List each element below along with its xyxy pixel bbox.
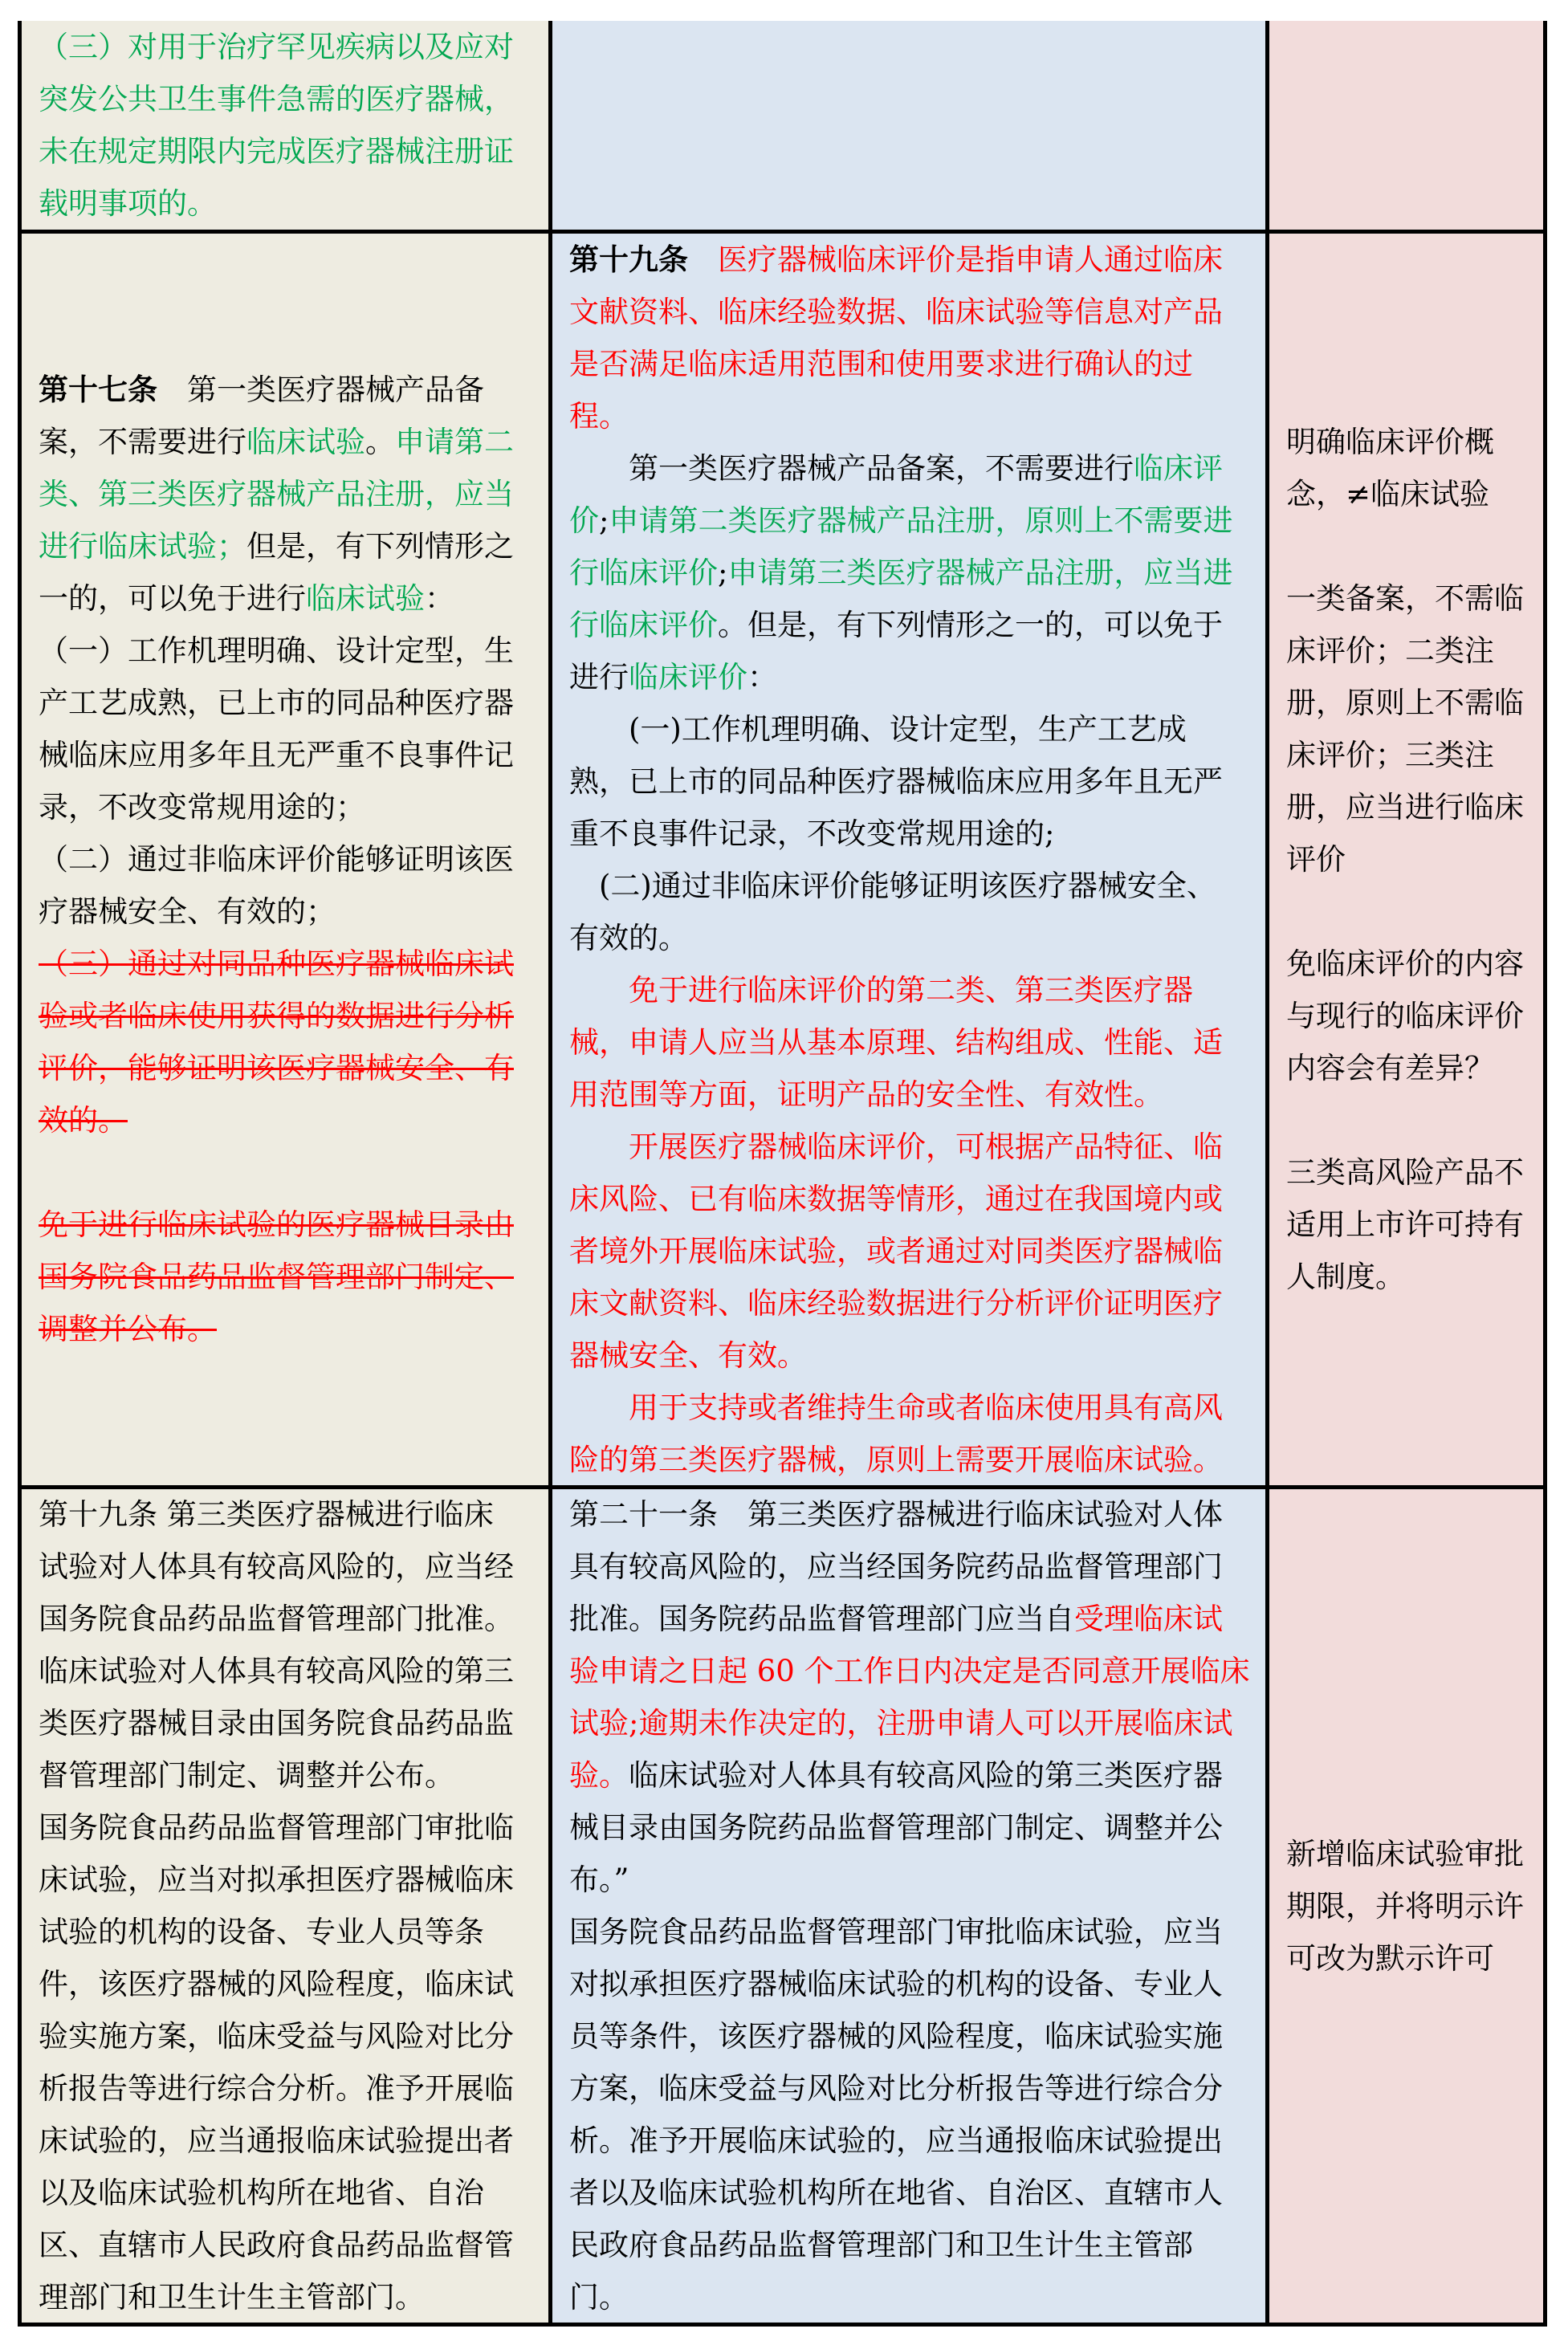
text-segment: 国务院食品药品监督管理部门审批临床试验，应当 [569,1915,1223,1949]
text-segment: 床风险、已有临床数据等情形，通过在我国境内或 [569,1181,1223,1216]
text-line [39,2167,548,2219]
text-segment: （三）对用于治疗罕见疾病以及应对 [39,30,514,64]
text-segment: (一)工作机理明确、设计定型，生产工艺成 [569,711,1187,747]
text-segment: 试验的机构的设备、专业人员等条 [39,1915,484,1949]
text-segment: ; [599,503,609,538]
text-line [569,1434,1265,1486]
text-segment: 第一类医疗器械产品备案，不需要进行 [569,450,1134,486]
text-line [39,125,548,177]
text-segment: 行临床评价 [569,607,718,642]
text-line [39,21,548,73]
text-segment: 录，不改变常规用途的； [39,790,365,824]
cell-revised-text [552,234,1265,1485]
text-segment: 开展医疗器械临床评价，可根据产品特征、临 [569,1129,1223,1164]
text-segment: 险的第三类医疗器械，原则上需要开展临床试验。 [569,1442,1223,1477]
text-segment: 类医疗器械目录由国务院食品药品监 [39,1706,514,1740]
text-segment: 册，原则上不需临 [1286,686,1524,720]
text-segment: 床评价；三类注 [1286,738,1494,772]
text-line [569,755,1265,808]
text-segment: 械目录由国务院药品监督管理部门制定、调整并公 [569,1810,1223,1845]
text-line [1286,1828,1543,1880]
deleted-text-line [39,1251,548,1303]
text-segment: 医疗器械临床评价是指申请人通过临床 [718,242,1223,277]
text-segment: 临床试验对人体具有较高风险的第三 [39,1654,514,1688]
text-segment: 国务院食品药品监督管理部门批准。 [39,1602,514,1636]
text-segment: 以及临床试验机构所在地省、自治 [39,2176,484,2210]
text-line [569,2062,1265,2115]
text-segment: 行临床评价 [569,555,718,590]
text-segment: 第一类医疗器械产品备 [157,373,484,407]
deleted-text-segment: 效的。 [39,1103,128,1138]
text-segment: 一类备案，不需临 [1286,581,1524,616]
text-line [39,73,548,125]
text-segment: 免于进行临床评价的第二类、第三类医疗器 [569,972,1193,1008]
text-line [569,390,1265,442]
text-line [569,442,1265,495]
cell-comment [1269,21,1543,230]
text-segment: 析报告等进行综合分析。准予开展临 [39,2071,514,2106]
cell-revised-text [552,21,1265,230]
text-line [569,1225,1265,1277]
text-segment: 但是，有下列情形之 [246,529,514,564]
text-line [569,1697,1265,1749]
text-line [1286,416,1543,468]
text-line [39,781,548,833]
text-line [39,2271,548,2323]
text-line [39,1489,548,1541]
blank-line [39,1146,548,1199]
text-segment: 第十九条 第三类医疗器械进行临床 [39,1497,494,1532]
text-line [569,1277,1265,1329]
text-line [569,286,1265,338]
text-segment: 员等条件，该医疗器械的风险程度，临床试验实施 [569,2019,1223,2054]
text-segment: 产工艺成熟，已上市的同品种医疗器 [39,686,514,720]
text-line [1286,729,1543,781]
text-segment: 械临床应用多年且无严重不良事件记 [39,738,514,772]
text-line [39,416,548,468]
text-line [39,2062,548,2115]
text-line [39,1854,548,1906]
article-number: 第十七条 [39,372,157,407]
text-segment: 评价 [1286,842,1346,877]
cell-comment [1269,234,1543,1485]
text-segment: 有效的。 [569,920,688,955]
cell-comment [1269,1489,1543,2323]
text-line [569,1069,1265,1121]
text-segment: 布。” [569,1863,629,1897]
text-segment: 进行 [569,659,629,694]
text-line [569,1489,1265,1541]
text-line [569,338,1265,390]
text-line [569,912,1265,964]
text-segment: 析。准予开展临床试验的，应当通报临床试验提出 [569,2123,1223,2158]
text-line [569,964,1265,1016]
text-segment: 一的，可以免于进行 [39,581,306,616]
text-segment: 申请第二类医疗器械产品注册，原则上不需要进 [609,503,1233,538]
text-segment: 文献资料、临床经验数据、临床试验等信息对产品 [569,294,1223,329]
deleted-text-segment: （三）通过对同品种医疗器械临床试 [39,947,514,981]
text-line [39,1645,548,1697]
deleted-text-line [39,990,548,1042]
text-segment: 案，不需要进行 [39,425,246,459]
text-segment: 用于支持或者维持生命或者临床使用具有高风 [569,1390,1223,1425]
text-segment: 念，≠临床试验 [1286,477,1490,511]
text-line [569,234,1265,286]
text-segment [688,242,718,277]
text-segment: 内容会有差异？ [1286,1051,1494,1085]
text-line [39,2010,548,2062]
text-line [569,1906,1265,1958]
text-segment: 床评价；二类注 [1286,633,1494,668]
text-segment: 床试验，应当对拟承担医疗器械临床 [39,1863,514,1897]
text-segment: 重不良事件记录，不改变常规用途的; [569,816,1055,851]
text-segment: 第二十一条 第三类医疗器械进行临床试验对人体 [569,1497,1223,1532]
text-segment: 器械安全、有效。 [569,1337,807,1373]
text-segment: 明确临床评价概 [1286,425,1494,459]
text-segment: 受理临床试 [1074,1602,1223,1636]
text-segment: 是否满足临床适用范围和使用要求进行确认的过 [569,346,1193,381]
text-line [39,520,548,572]
deleted-text-line [39,1303,548,1355]
text-segment: 临床试验 [306,581,425,616]
deleted-text-segment: 免于进行临床试验的医疗器械目录由 [39,1207,514,1242]
text-line [569,495,1265,547]
text-segment: 程。 [569,398,629,434]
cell-revised-text [552,1489,1265,2323]
text-segment: 熟，已上市的同品种医疗器械临床应用多年且无严 [569,763,1223,799]
text-line [569,2167,1265,2219]
deleted-text-segment: 验或者临床使用获得的数据进行分析 [39,999,514,1033]
cell-current-text [22,21,548,230]
text-line [39,729,548,781]
text-segment: 免临床评价的内容 [1286,947,1524,981]
text-segment: 新增临床试验审批 [1286,1836,1524,1871]
text-line [1286,1251,1543,1303]
text-line [39,177,548,230]
text-line [569,599,1265,651]
text-segment: 试验;逾期未作决定的，注册申请人可以开展临床试 [569,1706,1233,1740]
text-line [569,1541,1265,1593]
text-segment: 三类高风险产品不 [1286,1155,1524,1190]
text-segment: 具有较高风险的，应当经国务院药品监督管理部门 [569,1549,1223,1584]
text-line [569,1958,1265,2010]
deleted-text-line [39,1199,548,1251]
text-segment: 民政府食品药品监督管理部门和卫生计生主管部 [569,2228,1193,2262]
text-segment: 门。 [569,2280,629,2314]
text-line [1286,833,1543,885]
text-segment: 适用上市许可持有 [1286,1207,1524,1242]
text-segment: 临床试验 [246,425,365,459]
text-line [1286,1199,1543,1251]
blank-line [1286,885,1543,938]
text-line [569,808,1265,860]
text-line [569,547,1265,599]
cell-current-text [22,1489,548,2323]
text-segment: 用范围等方面，证明产品的安全性、有效性。 [569,1077,1163,1112]
text-line [39,2219,548,2271]
deleted-text-line [39,938,548,990]
text-line [39,572,548,625]
text-segment: 床文献资料、临床经验数据进行分析评价证明医疗 [569,1285,1223,1321]
deleted-text-segment: 评价，能够证明该医疗器械安全、有 [39,1051,514,1085]
text-line [39,1749,548,1801]
text-line [569,1121,1265,1173]
text-segment: 试验对人体具有较高风险的，应当经 [39,1549,514,1584]
text-line [569,1801,1265,1854]
text-segment: 验实施方案，临床受益与风险对比分 [39,2019,514,2054]
text-line [1286,572,1543,625]
text-line [569,2010,1265,2062]
article-number: 第十九条 [569,241,688,277]
text-line [1286,938,1543,990]
text-segment: 批准。国务院药品监督管理部门应当自 [569,1602,1074,1636]
text-segment: 申请第二 [395,425,514,459]
text-line [1286,1932,1543,1985]
text-segment: 对拟承担医疗器械临床试验的机构的设备、专业人 [569,1967,1223,2001]
text-segment: 验。 [569,1758,629,1793]
text-line [569,651,1265,703]
text-segment: 与现行的临床评价 [1286,999,1524,1033]
text-line [569,1854,1265,1906]
text-segment: 者境外开展临床试验，或者通过对同类医疗器械临 [569,1233,1223,1268]
text-line [569,1645,1265,1697]
blank-line [1286,1094,1543,1146]
blank-line [1286,520,1543,572]
text-line [1286,468,1543,520]
text-line [1286,990,1543,1042]
text-segment: ： [747,659,777,694]
text-line [39,677,548,729]
text-line [569,1593,1265,1645]
text-segment: 未在规定期限内完成医疗器械注册证 [39,134,514,169]
regulation-comparison-table [18,21,1547,2327]
text-segment: 类、第三类医疗器械产品注册，应当 [39,477,514,511]
text-line [569,2271,1265,2323]
text-line [39,1958,548,2010]
text-segment: ; [718,555,728,590]
text-segment: 申请第三类医疗器械产品注册，应当进 [727,555,1233,590]
text-line [39,1541,548,1593]
text-segment: 临床评价 [629,659,747,694]
text-segment: 。 [365,425,395,459]
text-segment: 。但是，有下列情形之一的，可以免于 [718,607,1223,642]
text-segment: 理部门和卫生计生主管部门。 [39,2280,425,2314]
text-segment: 册，应当进行临床 [1286,790,1524,824]
text-line [569,1016,1265,1069]
text-segment: （二）通过非临床评价能够证明该医 [39,842,514,877]
text-line [569,703,1265,755]
text-segment: 期限，并将明示许 [1286,1888,1524,1924]
text-line [39,1801,548,1854]
text-line [1286,625,1543,677]
text-line [39,2115,548,2167]
text-line [39,625,548,677]
text-segment: 进行临床试验； [39,529,246,564]
text-segment: 验申请之日起 60 个工作日内决定是否同意开展临床 [569,1654,1250,1688]
text-line [1286,1042,1543,1094]
text-segment: 区、直辖市人民政府食品药品监督管 [39,2228,514,2262]
text-line [39,1906,548,1958]
text-segment: 价 [569,503,599,538]
text-segment: 临床试验对人体具有较高风险的第三类医疗器 [629,1758,1223,1793]
text-line [1286,781,1543,833]
text-segment: 督管理部门制定、调整并公布。 [39,1758,454,1793]
text-line [569,1382,1265,1434]
text-line [39,1593,548,1645]
text-segment: 国务院食品药品监督管理部门审批临 [39,1810,514,1845]
cell-current-text [22,234,548,1485]
text-segment: 临床评 [1134,450,1223,486]
text-segment: 方案，临床受益与风险对比分析报告等进行综合分 [569,2071,1223,2106]
text-line [39,468,548,520]
text-segment: 人制度。 [1286,1260,1405,1294]
text-line [39,885,548,938]
text-line [39,1697,548,1749]
text-line [569,2115,1265,2167]
text-segment: （一）工作机理明确、设计定型，生 [39,633,514,668]
deleted-text-segment: 国务院食品药品监督管理部门制定、 [39,1260,514,1294]
text-segment: ： [425,581,454,616]
deleted-text-segment: 调整并公布。 [39,1312,217,1346]
text-segment: 可改为默示许可 [1286,1940,1494,1976]
text-segment: (二)通过非临床评价能够证明该医疗器械安全、 [569,868,1216,903]
text-segment: 件，该医疗器械的风险程度，临床试 [39,1967,514,2001]
deleted-text-line [39,1042,548,1094]
text-segment: 者以及临床试验机构所在地省、自治区、直辖市人 [569,2176,1223,2210]
text-line [569,860,1265,912]
text-line [39,364,548,416]
text-segment: 械，申请人应当从基本原理、结构组成、性能、适 [569,1024,1223,1060]
text-segment: 疗器械安全、有效的； [39,894,336,929]
text-line [39,833,548,885]
text-line [1286,1880,1543,1932]
text-line [569,2219,1265,2271]
text-line [569,1749,1265,1801]
text-segment: 突发公共卫生事件急需的医疗器械， [39,82,514,116]
text-line [569,1173,1265,1225]
text-segment: 载明事项的。 [39,186,217,221]
text-line [1286,1146,1543,1199]
text-segment: 床试验的，应当通报临床试验提出者 [39,2123,514,2158]
deleted-text-line [39,1094,548,1146]
text-line [569,1329,1265,1382]
text-line [1286,677,1543,729]
